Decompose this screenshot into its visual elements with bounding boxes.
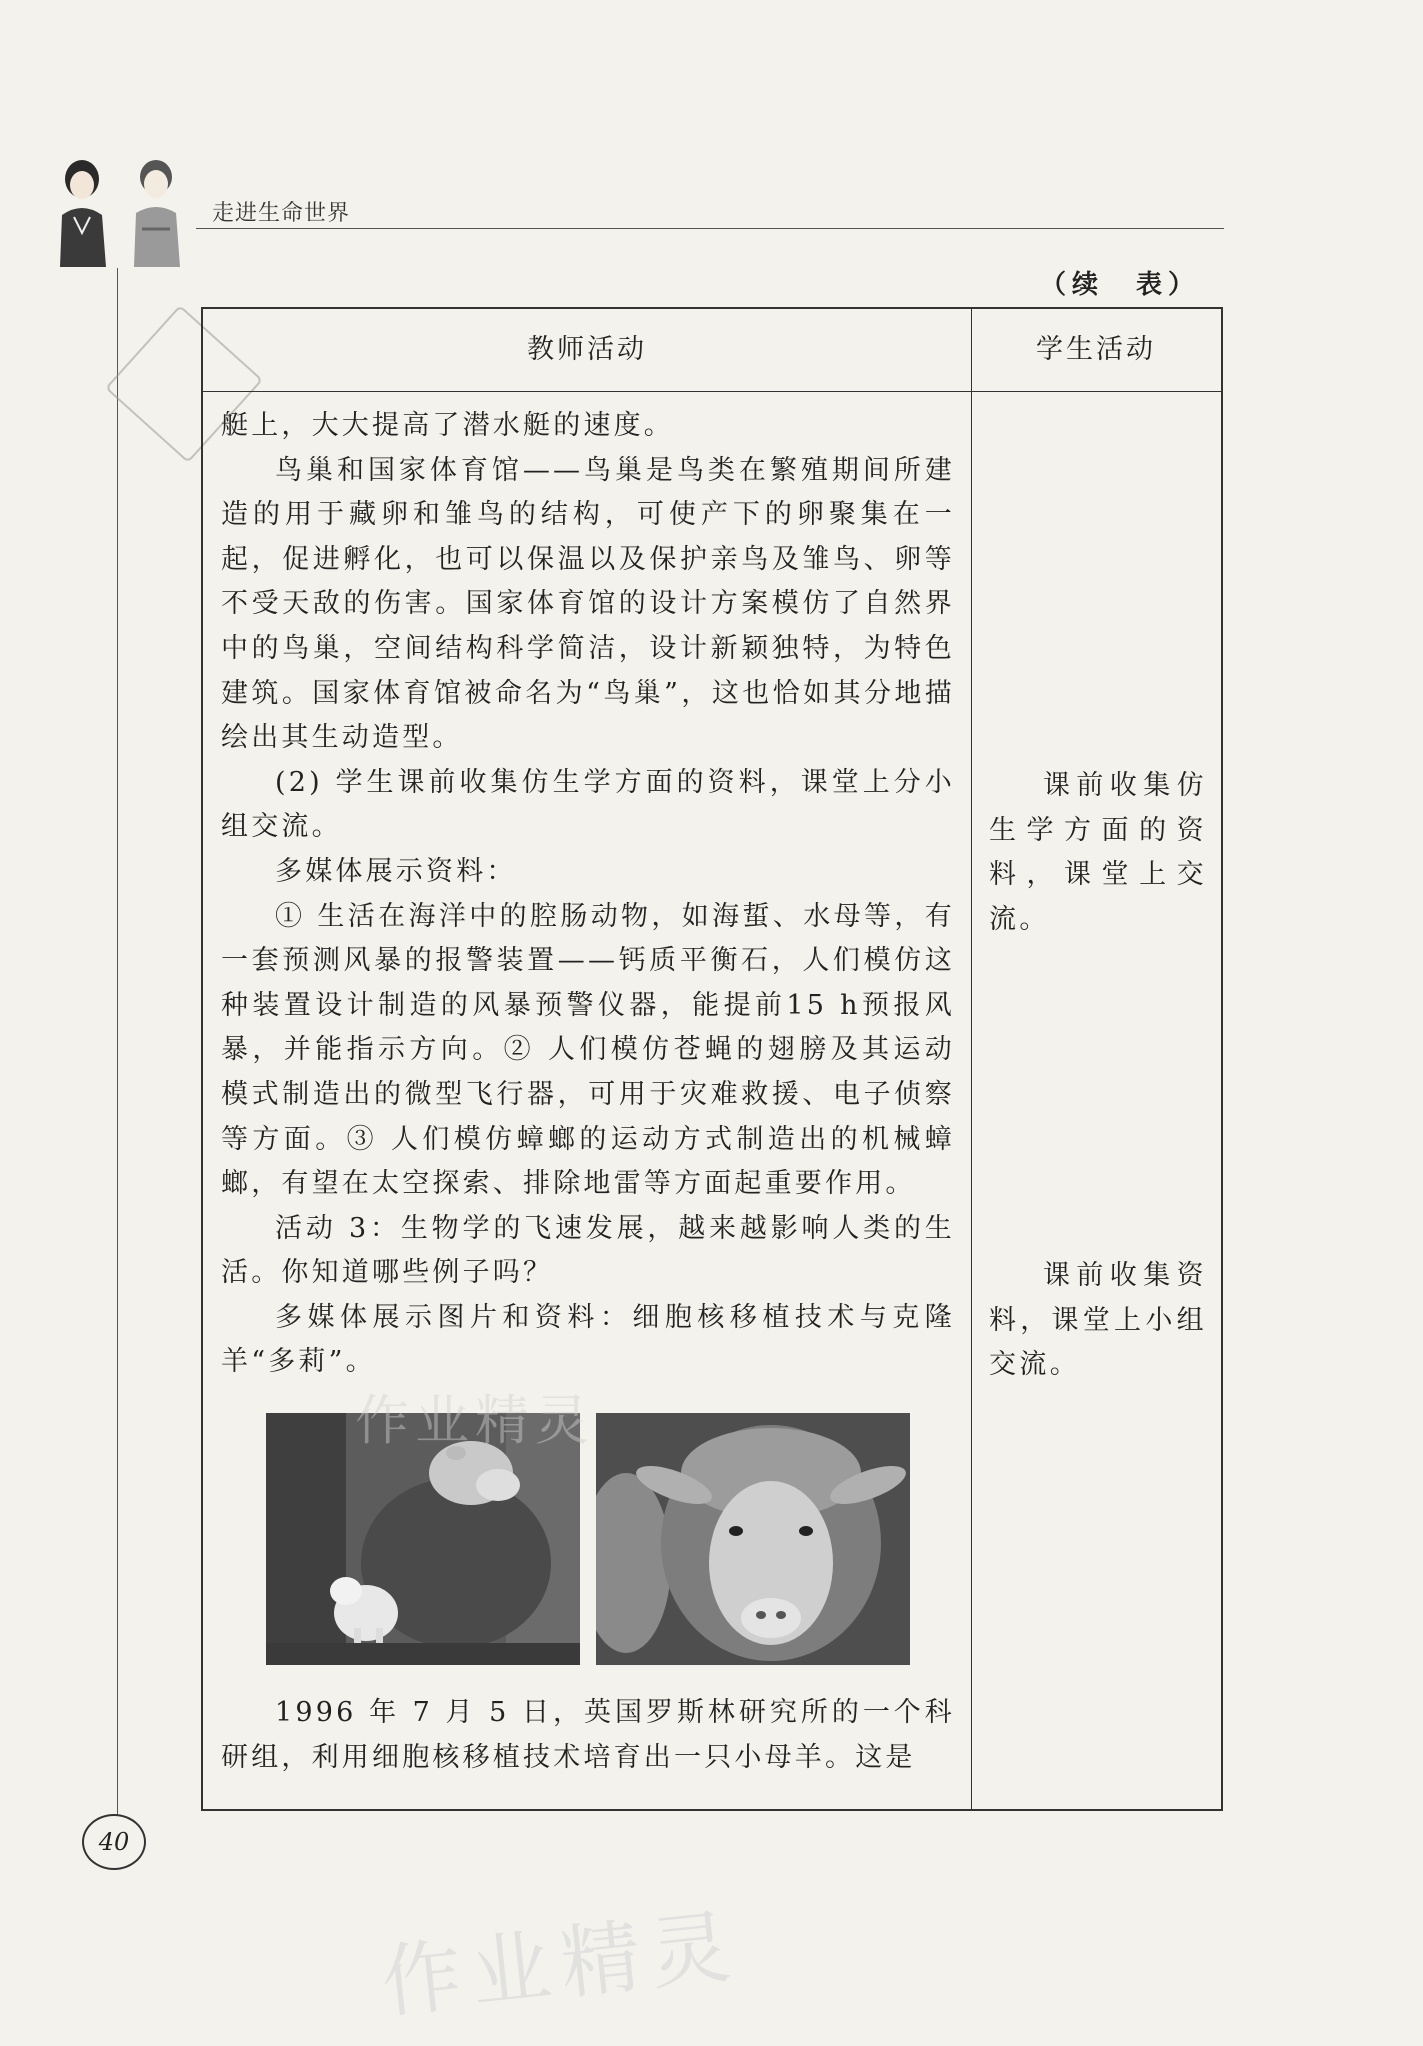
column-header-student: 学生活动 xyxy=(1036,334,1156,365)
teacher-activity-cell xyxy=(221,404,955,1780)
student-activity-note xyxy=(989,764,1207,942)
watermark-faint: 作业精灵 xyxy=(355,1389,595,1452)
teacher-paragraph: 鸟巢和国家体育馆——鸟巢是鸟类在繁殖期间所建造的用于藏卵和雏鸟的结构，可使产下的卵聚集在一起，促进孵化，也可以保温以及保护亲鸟及雏鸟、卵等不受天敌的伤害。国家体育馆的设计方案模仿了自然界中的鸟巢，空间结构科学简洁，设计新颖独特，为特色建筑。国家体育馆被命名为“鸟巢”，这也恰如其分地描绘出其生动造型。 xyxy=(221,454,955,754)
activity-table xyxy=(201,307,1223,1811)
student-note-text: 课前收集仿生学方面的资料，课堂上交流。 xyxy=(989,770,1207,935)
section-title: 走进生命世界 xyxy=(212,201,351,226)
header-divider xyxy=(196,228,1224,229)
left-margin-rule xyxy=(117,268,118,1816)
teacher-paragraph: (2) 学生课前收集仿生学方面的资料，课堂上分小组交流。 xyxy=(221,766,955,843)
cartoon-students-icon xyxy=(52,155,192,267)
page-number: 40 xyxy=(82,1814,146,1870)
teacher-paragraph: 多媒体展示图片和资料：细胞核移植技术与克隆羊“多莉”。 xyxy=(221,1301,955,1378)
teacher-paragraph: 1996 年 7 月 5 日，英国罗斯林研究所的一个科研组，利用细胞核移植技术培育出一只小母羊。这是 xyxy=(221,1697,955,1773)
teacher-paragraph: 多媒体展示资料： xyxy=(275,855,517,887)
column-header-teacher: 教师活动 xyxy=(527,334,647,365)
teacher-paragraph: 活动 3：生物学的飞速发展，越来越影响人类的生活。你知道哪些例子吗？ xyxy=(221,1212,955,1289)
student-activity-note xyxy=(989,1254,1207,1388)
dolly-face-photo xyxy=(596,1413,910,1665)
continued-label: （续 表） xyxy=(1040,270,1201,300)
teacher-paragraph: 艇上，大大提高了潜水艇的速度。 xyxy=(221,410,674,441)
table-header-row xyxy=(203,309,1221,392)
column-divider xyxy=(971,309,972,1809)
student-note-text: 课前收集资料，课堂上小组交流。 xyxy=(989,1260,1207,1381)
watermark: 作业精灵 xyxy=(376,1899,745,2030)
teacher-paragraph: ① 生活在海洋中的腔肠动物，如海蜇、水母等，有一套预测风暴的报警装置——钙质平衡石，人们模仿这种装置设计制造的风暴预警仪器，能提前15 h预报风暴，并能指示方向。② 人们模仿苍蝇的翅膀及其运动模式制造出的微型飞行器，可用于灾难救援、电子侦察等方面。③ 人们模仿蟑螂的运动方式制造出的机械蟑螂，有望在太空探索、排除地雷等方面起重要作用。 xyxy=(221,900,955,1200)
